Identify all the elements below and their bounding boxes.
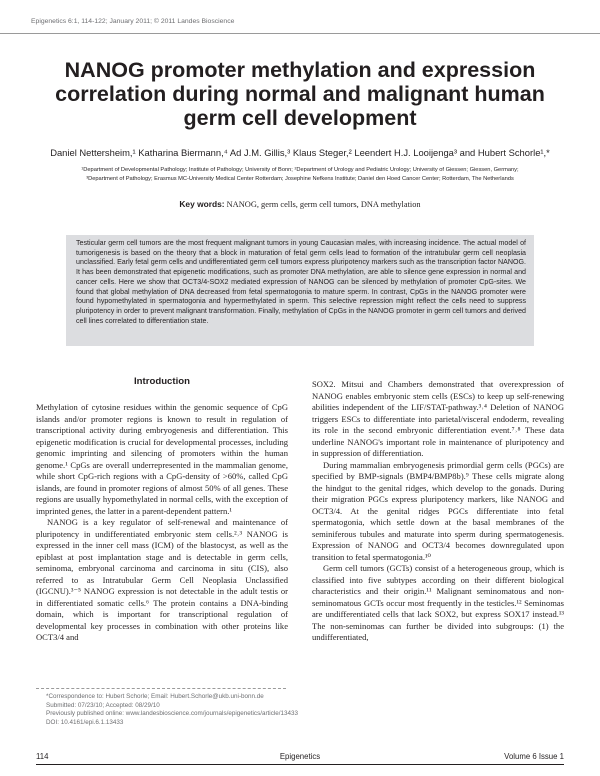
affiliation-line: ¹Department of Developmental Pathology; Institute of Pathology; University of Bonn; ²Department of Urology and Pediatric Urology; University of Giessen; Giessen, Germany; [81,167,519,173]
body-paragraph: SOX2. Mitsui and Chambers demonstrated that overexpression of NANOG enables embryonic stem cells (ESCs) to keep up self-renewing abilities independent of the LIF/STAT-pathway.³˒⁴ Deletion of NANOG triggers ESCs to differentiate into parietal/visceral endoderm, revealing its role in the second embryonic differentiation event.⁷˒⁸ These data underline NANOG's important role in maintenance of pluripotency and in suppression of differentiation. [312,379,564,458]
introduction-heading: Introduction [134,376,190,387]
keywords-label: Key words: [179,199,225,209]
footnotes [46,693,298,728]
body-paragraph: Germ cell tumors (GCTs) consist of a heterogeneous group, which is classified into five subtypes according on their different biological characteristics and their origin.¹¹ Malignant seminomatous and non-seminomatous GCTs occur most frequently in the testicles.¹² Seminomas are undifferentiated cells that lack SOX2, but express SOX17 instead.¹³ The non-seminomas can further be divided into subgroups: (1) the undifferentiated, [312,563,564,642]
doi: DOI: 10.4161/epi.6.1.13433 [46,719,124,727]
footer-journal-name: Epigenetics [279,752,321,761]
right-column [312,379,564,644]
page-number: 114 [36,752,49,761]
affiliation-line: ³Department of Pathology; Erasmus MC-University Medical Center Rotterdam; Josephine Nefkens Institute; Daniel den Hoed Cancer Center; Rotterdam, The Netherlands [86,176,514,182]
article-title [20,58,580,130]
header-divider [0,33,600,34]
journal-citation: Epigenetics 6:1, 114-122; January 2011; © 2011 Landes Bioscience [31,18,235,25]
footnote-divider [36,688,286,689]
author-list: Daniel Nettersheim,¹ Katharina Biermann,⁴ Ad J.M. Gillis,³ Klaus Steger,² Leendert H.J. Looijenga³ and Hubert Schorle¹,* [50,147,550,158]
keywords-list: NANOG, germ cells, germ cell tumors, DNA methylation [226,200,421,209]
footer-divider [36,764,564,765]
body-paragraph: Methylation of cytosine residues within the genomic sequence of CpG islands and/or promoter regions is known to result in regulation of transcriptional activity during embryogenesis and differentiation. This epigenetic modification is crucial for developmental processes, including genomic imprinting and silencing of promoters within the human genome.¹ CpGs are overall underrepresented in the mammalian genome, while short CpG-rich regions with a CpG-density of >60%, called CpG islands, are found in promoter regions of almost 50% of all genes. These regions are usually hypomethylated in normal cells, with the exception of imprinted genes, the latter in a parent-dependent pattern.¹ [36,402,288,516]
title-line: correlation during normal and malignant human [55,82,545,106]
submission-dates: Submitted: 07/23/10; Accepted: 08/29/10 [46,701,160,709]
footer-volume-issue: Volume 6 Issue 1 [504,752,564,761]
body-paragraph: NANOG is a key regulator of self-renewal and maintenance of pluripotency in undifferentiated embryonic stem cells.²˒³ NANOG is expressed in the inner cell mass (ICM) of the blastocyst, as well as the epiblast at post implantation stage and is detectable in germ cells, seminoma, embryonal carcinoma and carcinoma in situ (CIS), also referred to as Intratubular Germ Cell Neoplasia Unclassified (IGCNU).³⁻⁵ NANOG expression is not detectable in the adult testis or in differentiated somatic cells.⁶ The protein contains a DNA-binding domain, which is important for transcriptional regulation of developmental key processes in combination with other proteins like OCT3/4 and [36,517,288,642]
body-paragraph: During mammalian embryogenesis primordial germ cells (PGCs) are specified by BMP-signals (BMP4/BMP8b).⁹ These cells migrate along the hindgut to the genital ridges, which develop to the gonads. During their migration PGCs express pluripotency markers, like NANOG and OCT3/4. At the genital ridges PGCs differentiate into fetal spermatogonia, which settle down at the basal membranes of the seminiferous tubules and maturate into sperm during spermatogenesis. Expression of NANOG and OCT3/4 becomes downregulated upon transition to fetal spermatogonia.¹⁰ [312,459,564,562]
title-line: germ cell development [183,106,417,130]
title-line: NANOG promoter methylation and expression [64,58,536,82]
correspondence-note: *Correspondence to: Hubert Schorle; Email: Hubert.Schorle@ukb.uni-bonn.de [46,693,264,700]
left-column [36,402,288,644]
keywords [20,199,580,209]
online-publication-link[interactable]: Previously published online: www.landesbioscience.com/journals/epigenetics/article/13433 [46,710,299,718]
abstract-text: Testicular germ cell tumors are the most frequent malignant tumors in young Caucasian males, with increasing incidence. The actual model of tumorigenesis is based on the theory that a block in maturation of fetal germ cells lead to formation of the intratubular germ cell neoplasia unclassified. Early fetal germ cells and undifferentiated germ cell tumors express pluripotency markers such as the transcription factor NANOG. It has been demonstrated that epigenetic modifications, such as promoter DNA methylation, are able to silence gene expression in normal and cancer cells. Here we show that OCT3/4-SOX2 mediated expression of NANOG can be silenced by methylation of promoter CpG-sites. We found that global methylation of DNA decreased from fetal spermatogonia to mature sperm. In contrast, CpGs in the NANOG promoter were found hypomethylated in spermatogonia and hypermethylated in sperm. This selective repression might reflect the cells need to suppress pluripotency in order to prevent malignant transformation. Finally, methylation of CpGs in the NANOG promoter in germ cell tumors and derived cell lines correlated to differentiation state. [76,239,526,325]
